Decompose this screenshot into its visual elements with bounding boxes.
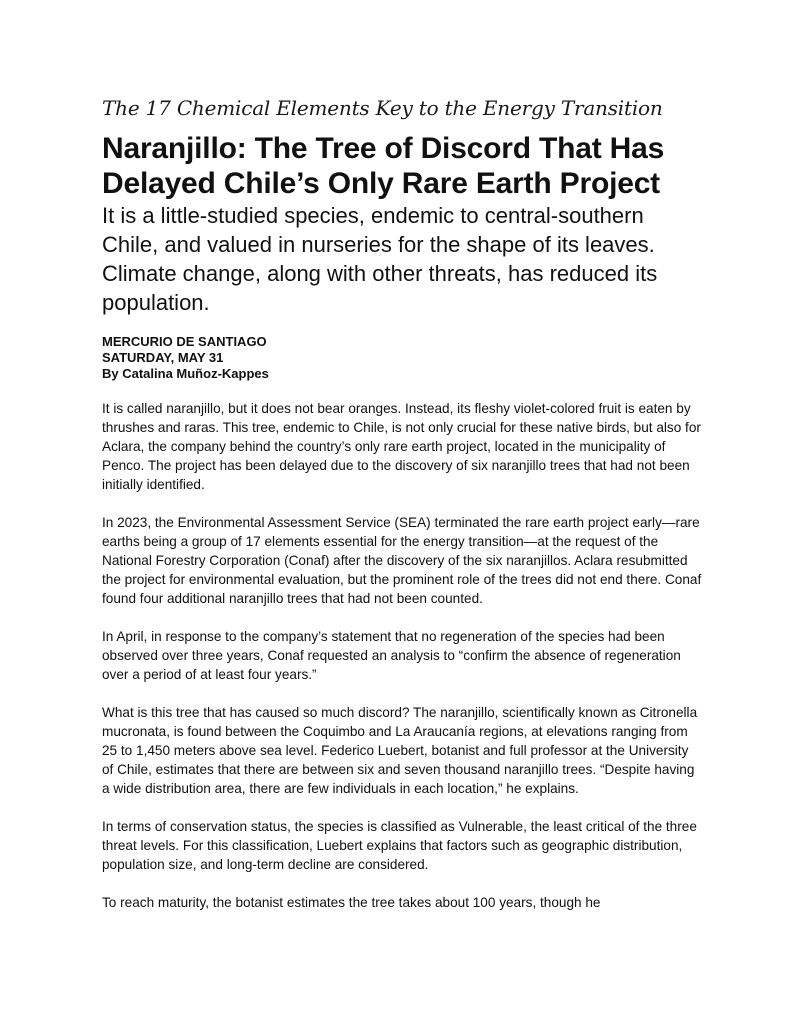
body-paragraph-1: It is called naranjillo, but it does not bear oranges. Instead, its fleshy violet-colored fruit is eaten by thrushes and raras. This tree, endemic to Chile, is not only crucial for these native birds, but also for Aclara, the company behind the country’s only rare earth project, located in the municipality of Penco. The project has been delayed due to the discovery of six naranjillo trees that had not been initially identified. xyxy=(102,401,701,492)
article-meta xyxy=(102,334,702,382)
article-byline: By Catalina Muñoz-Kappes xyxy=(102,366,269,381)
article-kicker: The 17 Chemical Elements Key to the Energy Transition xyxy=(102,96,663,120)
body-paragraph-6: To reach maturity, the botanist estimates the tree takes about 100 years, though he xyxy=(102,895,601,910)
article-headline: Naranjillo: The Tree of Discord That Has Delayed Chile’s Only Rare Earth Project xyxy=(102,132,665,200)
body-paragraph-5: In terms of conservation status, the species is classified as Vulnerable, the least critical of the three threat levels. For this classification, Luebert explains that factors such as geographic distribution, population size, and long-term decline are considered. xyxy=(102,819,697,872)
body-paragraph-2: In 2023, the Environmental Assessment Service (SEA) terminated the rare earth project early—rare earths being a group of 17 elements essential for the energy transition—at the request of the National Forestry Corporation (Conaf) after the discovery of the six naranjillos. Aclara resubmitted the project for environmental evaluation, but the prominent role of the trees did not end there. Conaf found four additional naranjillo trees that had not been counted. xyxy=(102,515,702,606)
article xyxy=(102,94,702,931)
article-dek: It is a little-studied species, endemic to central-southern Chile, and valued in nurseries for the shape of its leaves. Climate change, along with other threats, has reduced its population. xyxy=(102,203,658,315)
article-body xyxy=(102,399,702,912)
body-paragraph-4: What is this tree that has caused so much discord? The naranjillo, scientifically known as Citronella mucronata, is found between the Coquimbo and La Araucanía regions, at elevations ranging from 25 to 1,450 meters above sea level. Federico Luebert, botanist and full professor at the University of Chile, estimates that there are between six and seven thousand naranjillo trees. “Despite having a wide distribution area, there are few individuals in each location,” he explains. xyxy=(102,705,698,796)
article-source: MERCURIO DE SANTIAGO xyxy=(102,334,267,349)
article-date: SATURDAY, MAY 31 xyxy=(102,350,224,365)
body-paragraph-3: In April, in response to the company’s statement that no regeneration of the species had been observed over three years, Conaf requested an analysis to “confirm the absence of regeneration over a period of at least four years.” xyxy=(102,629,681,682)
